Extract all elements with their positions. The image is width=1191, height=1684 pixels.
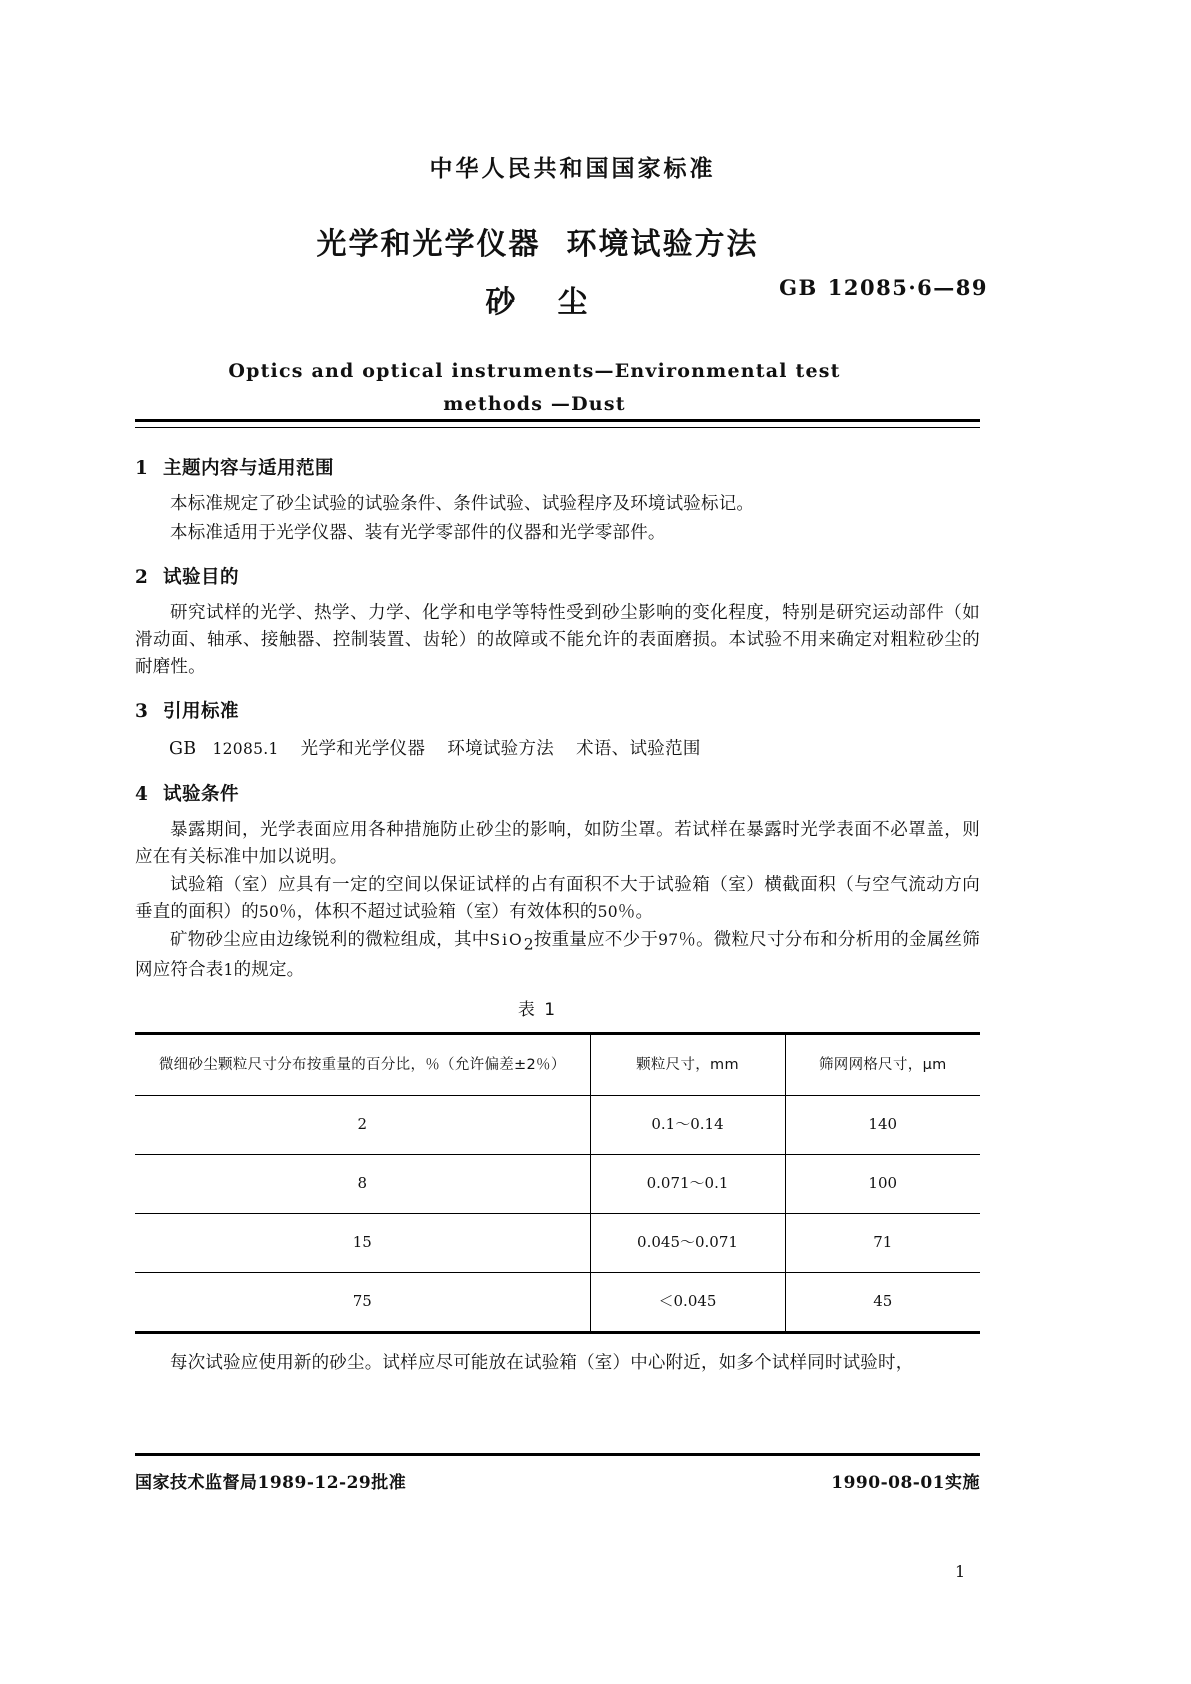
dust-specification-table <box>135 1035 980 1331</box>
section-1-heading <box>135 455 980 483</box>
table-cell-particle-size: ＜0.045 <box>590 1272 785 1331</box>
s4-p2-percent-2: 50 <box>597 902 618 921</box>
table-header-row <box>135 1035 980 1096</box>
section-4-paragraph-3 <box>135 927 980 984</box>
title-rows <box>135 219 988 321</box>
section-4-paragraph-1: 暴露期间，光学表面应用各种措施防止砂尘的影响，如防尘罩。若试样在暴露时光学表面不必罩盖，则应在有关标准中加以说明。 <box>135 820 980 867</box>
sub-title-part2: 尘 <box>557 285 590 320</box>
table-cell-mesh-size: 100 <box>785 1154 980 1213</box>
section-2-paragraph-1: 研究试样的光学、热学、力学、化学和电学等特性受到砂尘影响的变化程度，特别是研究运动部件（如滑动面、轴承、接触器、控制装置、齿轮）的故障或不能允许的表面磨损。本试验不用来确定对粗粒砂尘的耐磨性。 <box>135 603 980 677</box>
section-3-number: 3 <box>135 701 149 723</box>
s4-p2-c: ％。 <box>617 901 654 922</box>
s4-p3-d: 的规定。 <box>233 960 305 981</box>
section-3-reference <box>135 736 980 763</box>
s4-p3-c: ％。微粒尺寸分布和分析用的金属丝筛网应符合表 <box>135 930 980 981</box>
table-cell-percent: 15 <box>352 1233 372 1252</box>
table-row <box>135 1154 980 1213</box>
section-2-heading <box>135 564 980 592</box>
reference-text-1: 光学和光学仪器 <box>300 739 426 760</box>
table-cell-particle-size: 0.1～0.14 <box>590 1095 785 1154</box>
s4-p3-a: 矿物砂尘应由边缘锐利的微粒组成，其中 <box>170 930 490 951</box>
table-cell-mesh-size: 140 <box>785 1095 980 1154</box>
sub-title-part1: 砂 <box>485 285 518 320</box>
section-4-number: 4 <box>135 783 149 805</box>
english-title <box>135 355 980 422</box>
english-title-line2: methods —Dust <box>443 393 626 416</box>
section-4-paragraph-2 <box>135 872 980 925</box>
standard-number-value: 12085·6—89 <box>827 275 988 300</box>
table-cell-particle-size: 0.071～0.1 <box>590 1154 785 1213</box>
document-body <box>135 455 980 1394</box>
section-3-heading <box>135 698 980 726</box>
national-standard-header: 中华人民共和国国家标准 <box>429 156 716 182</box>
s4-p2-a: 试验箱（室）应具有一定的空间以保证试样的占有面积不大于试验箱（室）横截面积（与空气流动方向垂直的面积）的 <box>135 875 980 922</box>
table-cell-mesh-size: 71 <box>785 1213 980 1272</box>
footer-approval: 国家技术监督局1989-12-29批准 <box>135 1473 407 1493</box>
table-header-cell-2: 筛网网格尺寸，μm <box>785 1035 980 1096</box>
standard-number-prefix: GB <box>779 275 818 300</box>
table-cell-percent: 8 <box>357 1174 368 1193</box>
s4-p2-b: ％，体积不超过试验箱（室）有效体积的 <box>279 901 598 922</box>
table-cell-mesh-size: 45 <box>785 1272 980 1331</box>
main-title-part2: 环境试验方法 <box>566 227 759 262</box>
section-1-number: 1 <box>135 458 149 479</box>
after-table-paragraph: 每次试验应使用新的砂尘。试样应尽可能放在试验箱（室）中心附近，如多个试样同时试验时， <box>170 1352 914 1373</box>
footer <box>135 1468 980 1493</box>
table-caption: 表 1 <box>517 1000 558 1021</box>
section-1-title: 主题内容与适用范围 <box>163 458 335 479</box>
table-header-cell-1: 颗粒尺寸，mm <box>590 1035 785 1096</box>
s4-p2-percent-1: 50 <box>258 902 280 921</box>
table-row <box>135 1213 980 1272</box>
section-2-number: 2 <box>135 567 149 589</box>
table-cell-percent: 75 <box>352 1292 372 1311</box>
table-cell-particle-size: 0.045～0.071 <box>590 1213 785 1272</box>
section-4-title: 试验条件 <box>163 783 240 805</box>
reference-text-3: 术语、试验范围 <box>576 739 701 760</box>
section-1-paragraph-1: 本标准规定了砂尘试验的试验条件、条件试验、试验程序及环境试验标记。 <box>170 494 755 515</box>
footer-implementation: 1990-08-01实施 <box>831 1473 980 1493</box>
reference-text-2: 环境试验方法 <box>447 739 555 760</box>
section-2-title: 试验目的 <box>163 567 240 589</box>
footer-divider <box>135 1453 980 1456</box>
title-block <box>135 150 988 422</box>
table-body <box>135 1035 980 1331</box>
main-title-part1: 光学和光学仪器 <box>316 227 541 262</box>
table-bottom-border <box>135 1331 980 1334</box>
header-divider-thick <box>135 419 980 422</box>
s4-p3-sio2-subscript: 2 <box>523 935 534 954</box>
section-4-heading <box>135 781 980 809</box>
section-3-title: 引用标准 <box>163 701 240 723</box>
s4-p3-percent: 97 <box>658 931 679 950</box>
page-number: 1 <box>955 1562 966 1581</box>
table-row <box>135 1095 980 1154</box>
table-header-cell-0: 微细砂尘颗粒尺寸分布按重量的百分比，％（允许偏差±2％） <box>158 1056 566 1073</box>
reference-prefix: GB <box>169 739 197 760</box>
standard-number <box>779 275 988 300</box>
english-title-line1: Optics and optical instruments—Environmental test <box>228 360 841 382</box>
table-cell-percent: 2 <box>357 1115 368 1134</box>
reference-number: 12085.1 <box>212 740 279 759</box>
s4-p3-table-no: 1 <box>223 961 234 980</box>
s4-p3-b: 按重量应不少于 <box>533 930 659 951</box>
header-divider-thin <box>135 427 980 428</box>
section-1-paragraph-2: 本标准适用于光学仪器、装有光学零部件的仪器和光学零部件。 <box>170 522 666 543</box>
main-title <box>135 219 980 263</box>
table-row <box>135 1272 980 1331</box>
s4-p3-sio2: SiO <box>489 931 524 950</box>
